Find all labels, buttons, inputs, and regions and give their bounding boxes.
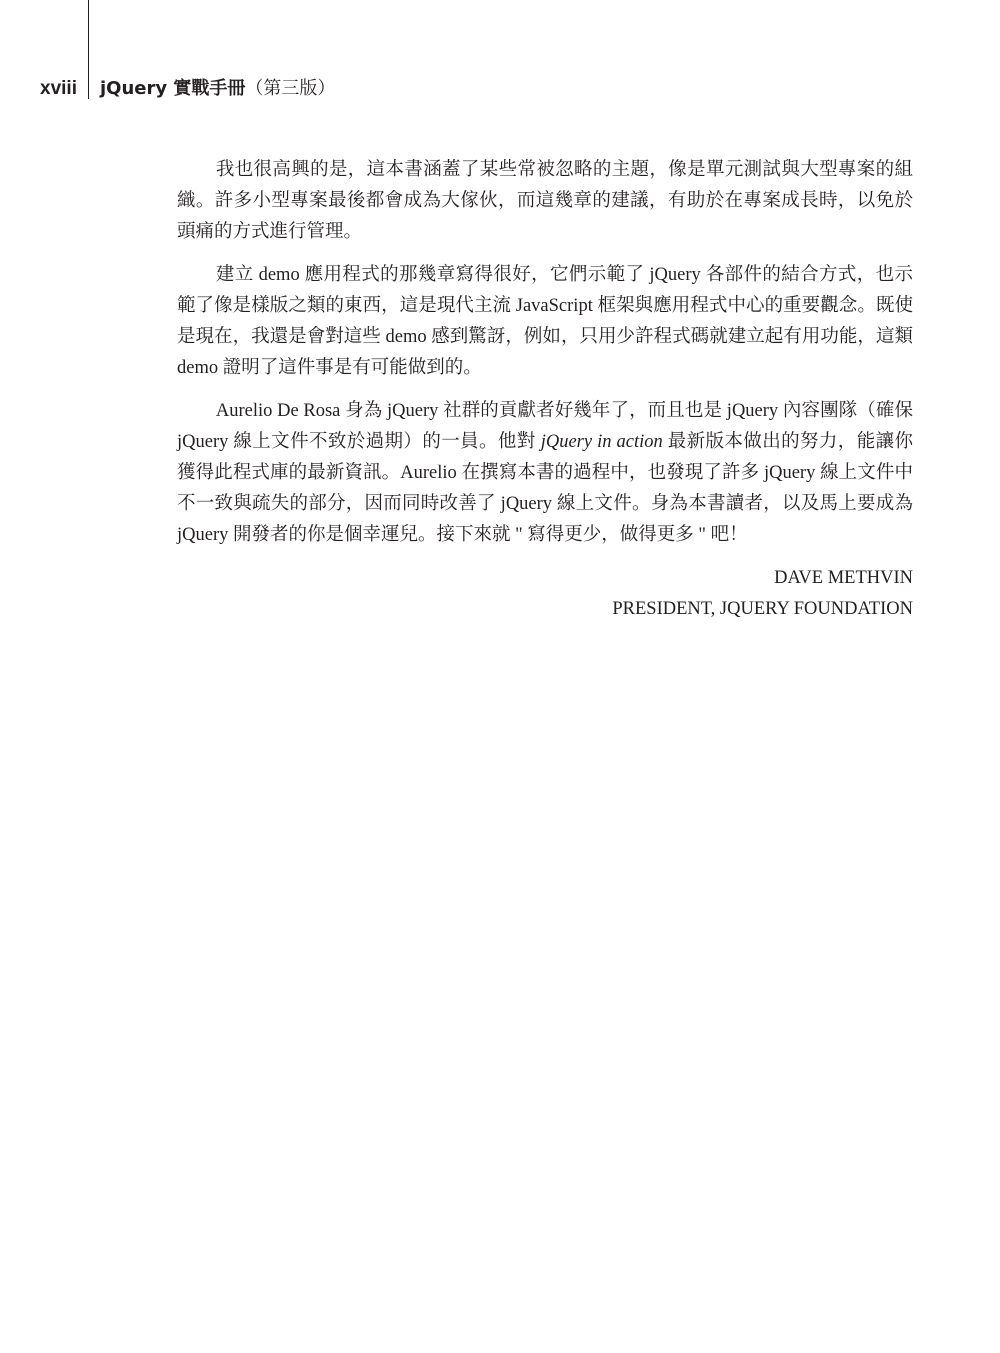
signature-block bbox=[177, 563, 913, 625]
paragraph-1: 我也很高興的是，這本書涵蓋了某些常被忽略的主題，像是單元測試與大型專案的組織。許多小型專案最後都會成為大傢伙，而這幾章的建議，有助於在專案成長時，以免於頭痛的方式進行管理。 bbox=[177, 160, 913, 242]
paragraph-3-part-1: Aurelio De Rosa 身為 jQuery 社群的貢獻者好幾年了，而且也是 jQuery 內容團隊（確保 jQuery 線上文件不致於過期）的一員。他對 bbox=[177, 401, 913, 452]
foreword-body bbox=[177, 155, 913, 625]
page-number: xviii bbox=[40, 78, 77, 99]
signature-title: PRESIDENT, JQUERY FOUNDATION bbox=[612, 599, 913, 619]
book-title: jQuery 實戰手冊 bbox=[100, 78, 246, 99]
book-title-italic: jQuery in action bbox=[540, 432, 663, 452]
book-edition: （第三版） bbox=[245, 78, 336, 99]
signature-name: DAVE METHVIN bbox=[774, 568, 913, 588]
paragraph-3-part-2: 最新版本做出的努力，能讓你獲得此程式庫的最新資訊。Aurelio 在撰寫本書的過程中，也發現了許多 jQuery 線上文件中不一致與疏失的部分，因而同時改善了 jQuery 線上文件。身為本書讀者，以及馬上要成為 jQuery 開發者的你是個幸運兒。接下來就 " 寫得更少，做得更多 " 吧！ bbox=[177, 432, 913, 545]
header-divider-line bbox=[88, 0, 89, 99]
running-header bbox=[100, 76, 335, 102]
paragraph-3 bbox=[177, 396, 913, 551]
paragraph-2: 建立 demo 應用程式的那幾章寫得很好，它們示範了 jQuery 各部件的結合方式，也示範了像是樣版之類的東西，這是現代主流 JavaScript 框架與應用程式中心的重要觀念。既使是現在，我還是會對這些 demo 感到驚訝，例如，只用少許程式碼就建立起有用功能，這類 demo 證明了這件事是有可能做到的。 bbox=[177, 265, 913, 378]
